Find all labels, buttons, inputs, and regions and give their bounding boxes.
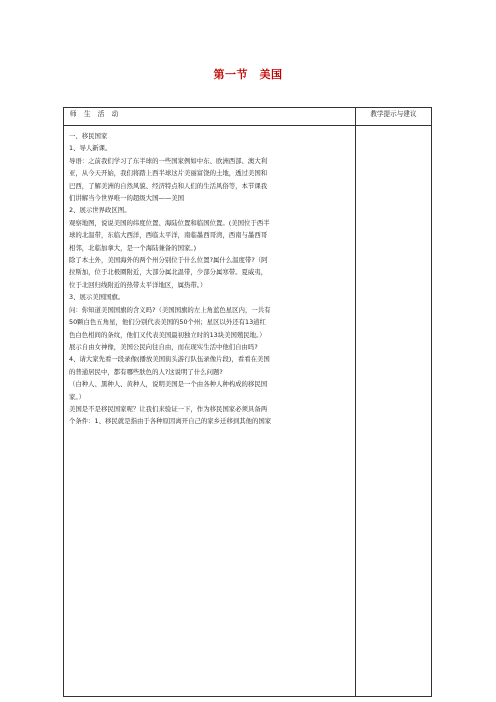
table-body-row [64,126,432,697]
text-line: 导语：之前我们学习了东半球的一些国家例如中东、欧洲西部、澳大利 [69,156,268,165]
text-line: 的普通居民中，都有哪些肤色的人?这说明了什么问题? [69,367,223,376]
text-line: （白种人、黑种人、黄种人，说明美国是一个由各种人种构成的移民国 [69,380,268,389]
activities-content [64,126,355,428]
text-line: 亚，从今天开始，我们将踏上西半球这片美丽富饶的土地，透过美国和 [69,169,268,178]
page-title: 第一节 美国 [213,68,283,81]
text-line: 除了本土外，美国海外的两个州分别位于什么位置?属什么温度带?（阿 [69,256,268,265]
text-line: 色白色相间的条纹，他们又代表美国最初独立时的13块美国殖民地。） [69,330,266,339]
text-line: 问：你知道美国国旗的含义吗?（美国国旗的左上角蓝色星区内，一共有 [69,305,271,314]
header-teaching-tips: 教学提示与建议 [355,108,431,126]
text-line: 们讲解当今世界唯一的超级大国——美国 [69,194,185,203]
step-heading: 2、展示世界政区图。 [69,206,131,215]
table-header-row [64,108,432,126]
section-heading: 一、移民国家 [69,132,108,140]
step-heading: 4、请大家先看一段录像(播放美国街头游行队伍录像片段)，看看在美国 [69,355,270,364]
tips-cell [355,126,431,697]
activities-cell [64,126,356,697]
text-line: 拉斯加，位于北极圈附近，大部分属北温带，少部分属寒带。夏威夷， [69,268,268,277]
text-line: 球的北温带，东临大西洋，西临太平洋，南临墨西哥湾，西南与墨西哥 [69,231,268,240]
text-line: 个条件：1、移民就是指由于各种原因离开自己的家乡迁移到其他的国家 [69,417,272,426]
text-line: 观察地图，说说美国的纬度位置、海陆位置和临国位置。(美国位于西半 [69,218,270,227]
text-line: 家。） [69,392,85,401]
text-line: 50颗白色五角星，他们分别代表美国的50个州；星区以外还有13道红 [69,318,266,327]
header-teacher-student-activities: 师 生 活 动 [64,108,356,126]
text-line: 巴西，了解美洲的自然风貌、经济特点和人们的生活风俗等，本节课我 [69,181,268,190]
lesson-plan-table [63,107,432,697]
step-heading: 3、展示美国国旗。 [69,293,125,302]
text-line: 相邻，北临加拿大，是一个海陆兼备的国家。) [69,243,197,252]
text-line: 美国是不是移民国家呢？让我们来验证一下，作为移民国家必须具备两 [69,404,268,413]
text-line: 展示自由女神像，美国公民向往自由，而在现实生活中他们自由吗? [69,342,258,351]
text-line: 位于北回归线附近的热带太平洋地区，属热带。） [69,280,207,289]
step-heading: 1、导人新课。 [69,144,112,153]
